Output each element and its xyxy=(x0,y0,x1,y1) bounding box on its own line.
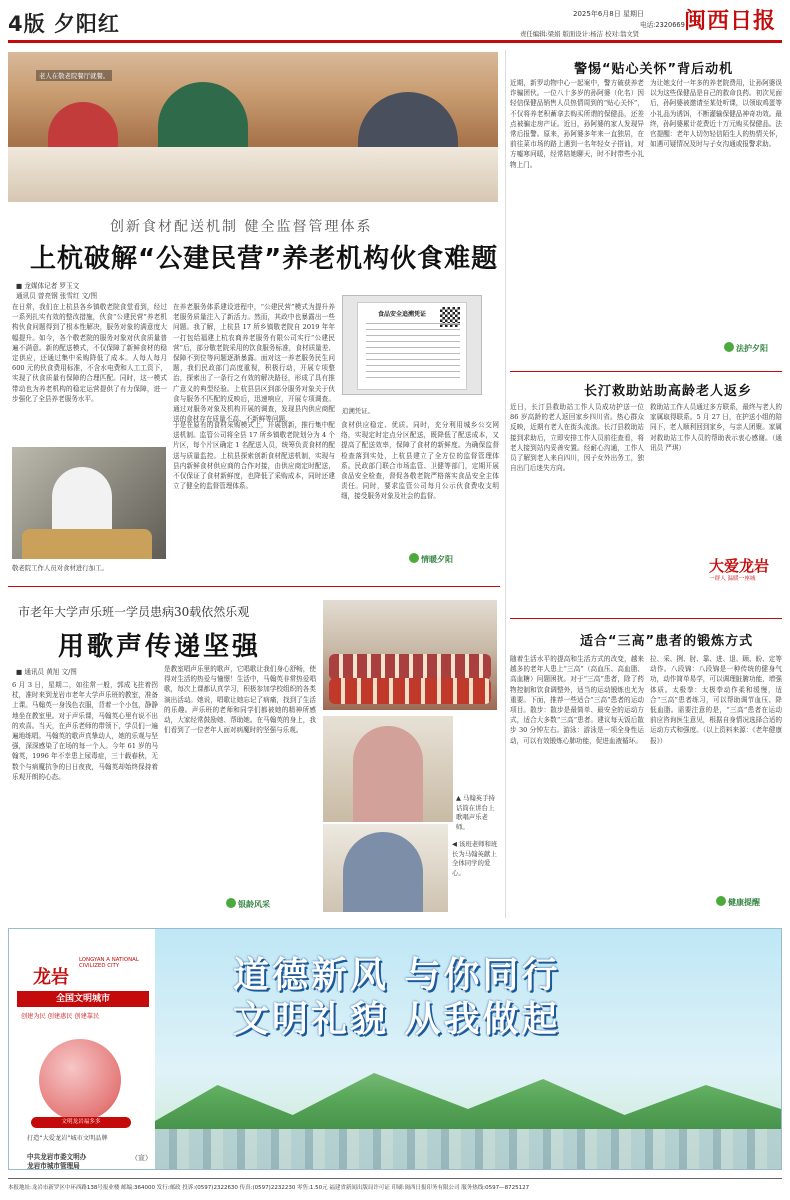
section-divider xyxy=(8,586,500,587)
certificate-title: 食品安全追溯凭证 xyxy=(378,311,427,318)
love-longyan-badge xyxy=(709,558,781,604)
certificate-caption: 追溯凭证。 xyxy=(342,407,374,415)
lead-byline-correspondents: 通讯员 曾亮钢 张雪红 文/图 xyxy=(16,292,98,300)
lead-article-column-2: 在养老服务体系建设进程中，“公建民营”模式为提升养老服务质量注入了新活力。然而，其政中也暴露出一些问题。我了解，上杭县 17 所乡镇敬老院自 2019 年年一打包给福建上杭农商养老服务有限公司实行“公建民营”后，部分敬老院采用的饮食服务标准，食材质量差、保障不到位等问题逐渐暴露。面对这一养老服务民生问题，我们民政部门高度重视，积极行动，开展专项整治，探索出了一条行之有效的解决路径，形成了具有推广意义的典型经验。上杭县县区到部分服务对象关于伙食与服务不匹配的反映后，迅速响应，开展专项调查。通过对服务对象及机构开展的调查，发现县内供应商配送的食材存在质量不高、不新鲜等问题。 xyxy=(173,303,335,424)
fraud-warning-column-1: 近期，新罗动物中心一起案中，警方破获养老诈骗团伙。一位八十多岁的孙阿婆（化名）因轻信保健品销售人员热情周到的“贴心关怀”，不仅将养老积蓄拿去购买所谓的保健品，还差点被骗走房产证。近日，孙阿婆的家人发现异常后报警。原来，孙阿婆多年来一直独居，在前往菜市场的路上遇到一名年轻女子搭讪，对方嘘寒问暖，经常陪她聊天，时不时带些小礼物上门。 xyxy=(510,79,644,169)
university-kicker: 市老年大学声乐班一学员患病30载依然乐观 xyxy=(18,605,250,619)
edition-label: 4版 夕阳红 xyxy=(8,12,120,36)
choir-class-photo xyxy=(323,600,497,710)
rescue-station-column-1: 近日，长汀县救助站工作人员成功护送一位 86 岁高龄的老人返回家乡四川省。热心群众反映，近期有老人在街头流浪。长汀县救助站接到求助后，立即安排工作人员前往查看，将老人接到站内妥善安置。经耐心沟通，工作人员了解到老人来自四川，因子女外出务工，独自出门后迷失方向。 xyxy=(510,403,644,473)
dining-photo-caption: 老人在敬老院餐厅就餐。 xyxy=(36,70,112,81)
rescue-station-headline: 长汀救助站助高龄老人返乡 xyxy=(584,384,753,399)
header-rule xyxy=(8,40,782,43)
section-divider xyxy=(510,371,782,372)
lead-byline-reporter: ■ 龙媒体记者 罗玉文 xyxy=(16,282,80,290)
badge-title: 大爱龙岩 xyxy=(709,557,770,575)
university-column-2: 是教室唱声乐里的歌声，它唱歌让我们身心舒畅，使得对生活的热爱与憧憬！生活中，马翰英非常热爱唱歌，每次上课都认真学习，积极参加学校组织的各类演出活动。她说，唱歌让她忘记了病痛，找到了生活的乐趣。声乐班的老师和同学们都被她的精神所感动，大家经常鼓励她、帮助她。在马翰英的身上，我们看到了一位老年人面对病魔时的坚强与乐观。 xyxy=(164,665,316,735)
section-tag-warm-sunset: 情暖夕阳 xyxy=(409,553,453,565)
teacher-photo-caption: ◀ 该班老师和班长为马翰英献上全体同学的爱心。 xyxy=(452,840,498,877)
singer-photo-caption: ▲ 马翰英手持话筒在讲台上歌唱声乐老师。 xyxy=(456,794,495,831)
leaf-icon xyxy=(716,896,726,906)
city-name-cn: 龙岩 xyxy=(33,967,69,988)
university-headline: 用歌声传递坚强 xyxy=(58,632,262,662)
rescue-station-column-2: 救助站工作人员通过多方联系，最终与老人的家属取得联系。5 月 27 日，在护送小组的陪同下，老人顺利回到家乡，与亲人团聚。家属对救助站工作人员的帮助表示衷心感谢。（通讯员 严琪） xyxy=(650,403,782,452)
ad-mark: （宣） xyxy=(131,1154,152,1162)
singer-photo xyxy=(323,716,453,822)
leaf-icon xyxy=(724,342,734,352)
editor-phone: 电话:2320669 xyxy=(640,21,685,29)
university-column-1: 6 月 3 日，星期二，如往常一般，郭成飞拄着拐杖，准时来到龙岩市老年大学声乐班的教室，准备上课。马翰英一身浅色衣服，背着一个小包，静静地坐在教室里。对于声乐课，马翰英心里有说不出的欢喜。当天，在声乐老师的带领下，学员们一遍遍地练唱。马翰英的歌声真挚动人，她的乐观与坚强，深深感染了在场的每一个人。今年 61 岁的马翰英，1996 年不幸患上尿毒症，三十载春秋，无数个与病魔抗争的日日夜夜，马翰英却始终保持着乐观开朗的心态。 xyxy=(12,681,158,781)
leaf-icon xyxy=(226,898,236,908)
university-byline: ■ 通讯员 黄旭 文/图 xyxy=(16,668,77,676)
footer-imprint: 本报地址:龙岩市新罗区中环西路138号报业楼 邮编:364000 发行:邮政 投诉:(0597)2322630 传真:(0597)2232230 零售:1.50元 福建省新闻出版局许可证 印刷:闽西日报印务有限公司 服务热线:0597—8725127 xyxy=(8,1185,530,1191)
kitchen-worker-photo xyxy=(12,447,166,559)
section-tag-legal-protection: 法护夕阳 xyxy=(724,342,768,354)
mascot-band: 文明龙岩福多多 xyxy=(31,1117,131,1128)
banner-slogan-line-1: 道德新风 与你同行 xyxy=(233,955,561,996)
mascot-icon xyxy=(39,1039,121,1121)
exercise-column-2: 拉、采、挒、肘、靠、进、退、顾、盼、定等动作。八段锦：八段锦是一种传统的健身气功，动作简单易学，可以调理脏腑功能，增强体质。太极拳：太极拳动作柔和缓慢，适合“三高”患者练习，可以帮助调节血压、降低血脂。需要注意的是，“三高”患者在运动前应咨询医生意见，根据自身情况选择合适的运动方式和强度。（以上资料来源：《老年健康报》） xyxy=(650,655,782,745)
issue-date: 2025年6月8日 星期日 xyxy=(573,10,644,18)
masthead xyxy=(0,0,790,50)
organizer-2: 龙岩市城市管理局 xyxy=(27,1162,80,1170)
column-divider xyxy=(505,50,506,918)
brand-slogan: 打造“大爱龙岩”城市文明品牌 xyxy=(27,1135,108,1142)
section-tag-health-tips: 健康提醒 xyxy=(716,896,760,908)
civilization-banner-ad xyxy=(8,928,782,1170)
lead-subheadline: 创新食材配送机制 健全监督管理体系 xyxy=(110,219,373,235)
exercise-column-1: 随着生活水平的提高和生活方式的改变，越来越多的老年人患上“三高”（高血压、高血脂、高血糖）问题困扰。对于“三高”患者，除了药物控制和饮食调整外，适当的运动锻炼也尤为重要。下面，推荐一些适合“三高”患者的运动项目。散步：散步是最简单、最安全的运动方式，适合大多数“三高”患者。建议每天饭后散步 30 分钟左右。游泳：游泳是一项全身性运动，可以有效锻炼心肺功能，促进血液循环。 xyxy=(510,655,644,745)
city-name-en: LONGYAN A NATIONAL CIVILIZED CITY xyxy=(79,957,139,969)
banner-logo-panel xyxy=(9,929,155,1169)
section-divider xyxy=(510,618,782,619)
civilized-city-band: 全国文明城市 xyxy=(17,991,149,1007)
teacher-photo xyxy=(323,824,448,912)
creation-slogan: 创建为民 创建惠民 创建靠民 xyxy=(21,1013,100,1020)
section-tag-silver-age: 银龄风采 xyxy=(226,898,270,910)
exercise-headline: 适合“三高”患者的锻炼方式 xyxy=(580,634,754,649)
lead-article-column-4: 食材供应稳定、优质。同时，充分利用城乡公交网络，实现定时定点分区配送，既降低了配送成本，又提高了配送效率，保障了食材的新鲜度。为确保监督检查落到实处，上杭县建立了全方位的监督管理体系。民政部门联合市场监管、卫健等部门，定期开展食品安全检查，督促各敬老院严格落实食品安全主体责任。同时，要求监管公司每月公示伙食费收支明细，接受服务对象及社会的监督。 xyxy=(341,421,499,501)
organizer-1: 中共龙岩市委文明办 xyxy=(27,1153,87,1161)
leaf-icon xyxy=(409,553,419,563)
badge-slogan: 一群人 温暖一座城 xyxy=(709,576,756,582)
newspaper-logo: 闽西日报 xyxy=(684,8,777,34)
fraud-warning-column-2: 为让她支付一年多的养老院费用，让孙阿婆误以为这些保健品是自己的救命良药。初次见面后，孙阿婆被邀请至某处听课，以领取鸡蛋等小礼品为诱饵，不断灌输保健品神奇功效。最终，孙阿婆累计花费近十万元购买保健品。法官提醒：老年人切勿轻信陌生人的热情关怀，如遇可疑情况及时与子女沟通或报警求助。 xyxy=(650,79,782,149)
footer-rule xyxy=(8,1178,782,1179)
editor-credits: 责任编辑:梁娟 版面设计:杨洁 校对:翁文贤 xyxy=(520,30,640,38)
lead-article-column-1: 在日常，我们在上杭县各乡镇敬老院食堂看到，经过一系列扎实有效的整改措施，伙食“公建民营”养老机构伙食问题得到了根本性解决，服务对象的满意度大幅提升。如今，各个敬老院的服务对象对伙食质量普遍不满意。新的配送模式，不仅保障了新鲜食材的稳定供应，还通过集中采购降低了成本。人每人每月 600 元的伙食费用标准，不含水电费和人工工资下，实现了伙食质量有保障的合理匹配。同时，这一模式带动也为养老机构的稳定运营提供了有力保障，进一步强化了全县养老服务水平。 xyxy=(12,303,167,403)
traceability-certificate-photo xyxy=(342,295,482,395)
kitchen-photo-caption: 敬老院工作人员对食材进行加工。 xyxy=(12,564,108,572)
banner-slogan-line-2: 文明礼貌 从我做起 xyxy=(233,999,561,1040)
lead-headline: 上杭破解“公建民营”养老机构伙食难题 xyxy=(30,244,499,274)
fraud-warning-headline: 警惕“贴心关怀”背后动机 xyxy=(574,62,734,77)
lead-article-column-3: 于是在原有的食材采购模式上，开展创新，推行集中配送机制。监管公司将全县 17 所乡镇敬老院划分为 4 个片区，每个片区确定 1 名配送人员，统筹负责食材的配送与质量监控。上杭县探索创新食材配送机制，实现与县内新鲜食材供应商的合作对接，由供应商定时配送，不仅保证了食材新鲜度，也降低了采购成本，同时还建立了健全的监督管理体系。 xyxy=(173,421,335,491)
